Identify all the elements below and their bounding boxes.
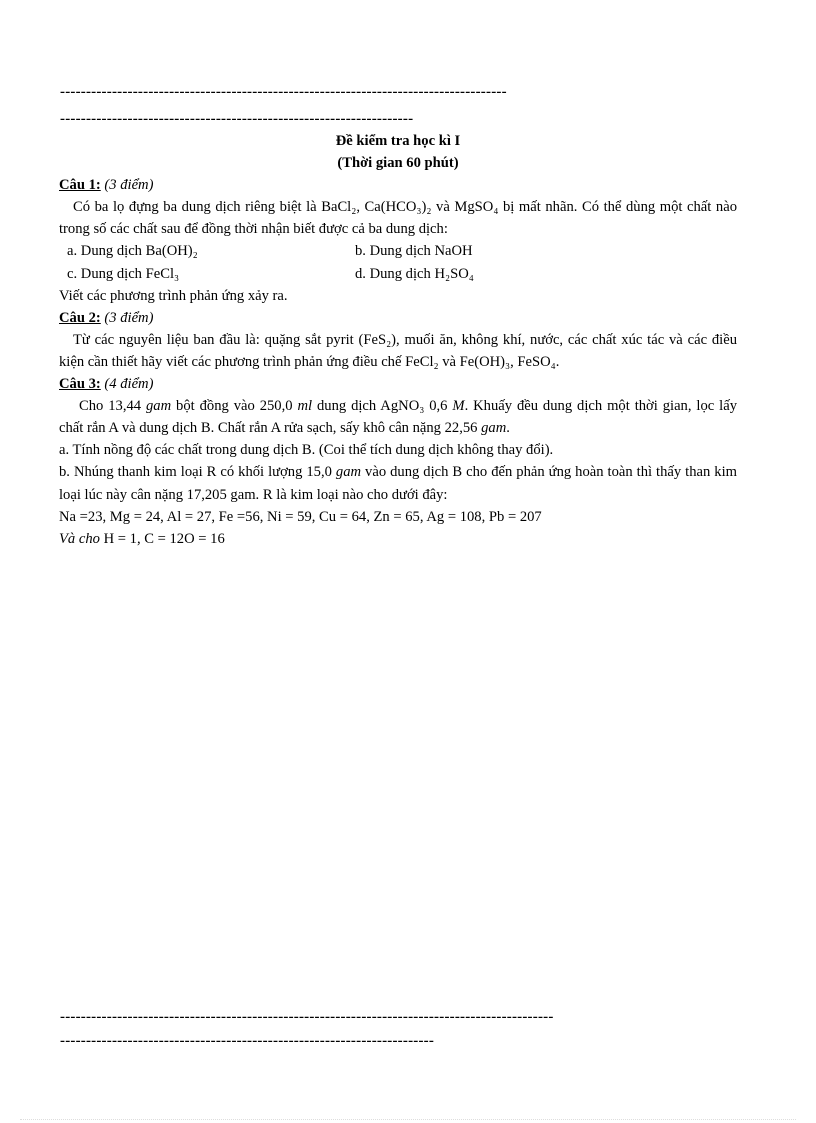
q3-unit-gam-3: gam (335, 464, 362, 481)
top-dash-line-1: -------------------------------------------------------------------------------------- (60, 84, 507, 100)
question-3-points: (4 điểm) (104, 376, 154, 393)
question-1-text: Có ba lọ đựng ba dung dịch riêng biệt là BaCl₂, Ca(HCO₃)₂ và MgSO₄ bị mất nhãn. Có thể dùng một chất nào trong số các chất sau để đồng thời nhận biết được cả ba dung dịch: (59, 199, 737, 238)
top-dash-line-2: -------------------------------------------------------------------- (60, 111, 414, 127)
q3-text-c: dung dịch AgNO₃ 0,6 (312, 398, 453, 415)
q3-unit-m: M (452, 398, 465, 415)
question-2-points: (3 điểm) (104, 309, 154, 326)
option-b: b. Dung dịch NaOH (355, 243, 473, 260)
q3-text-e: . (506, 420, 510, 437)
question-1-instruction: Viết các phương trình phản ứng xảy ra. (59, 287, 288, 304)
q3-part-b-2: vào dung dịch B cho đến phản ứng hoàn toàn thì thấy than kim loại lúc này cân nặng 17,205 gam. R là kim loại nào cho dưới đây: (59, 464, 737, 503)
question-3-part-a: a. Tính nồng độ các chất trong dung dịch B. (Coi thể tích dung dịch không thay đổi). (59, 442, 554, 459)
question-1-options-row-2 (59, 263, 737, 285)
q3-unit-ml: ml (297, 398, 313, 415)
q3-text-d: . Khuấy đều dung dịch một thời gian, lọc lấy chất rắn A và dung dịch B. Chất rắn A rửa sạch, sấy khô cân nặng 22,56 (59, 398, 737, 437)
question-3-label: Câu 3: (59, 376, 101, 393)
question-1-label: Câu 1: (59, 177, 101, 194)
q3-text-a: Cho 13,44 (79, 398, 146, 415)
question-3-header (59, 373, 737, 395)
question-1-options-row-1 (59, 240, 737, 262)
exam-title: Đề kiểm tra học kì I (335, 133, 461, 149)
page-bottom-border (20, 1119, 796, 1120)
extra-masses-values: H = 1, C = 12O = 16 (99, 530, 225, 547)
q3-part-b-1: b. Nhúng thanh kim loại R có khối lượng 15,0 (59, 464, 336, 481)
option-c: c. Dung dịch FeCl₃ (67, 265, 180, 282)
option-a: a. Dung dịch Ba(OH)₂ (67, 243, 198, 260)
question-2-header (59, 307, 737, 329)
question-1-header (59, 174, 737, 196)
q3-unit-gam-2: gam (481, 420, 507, 437)
question-2-label: Câu 2: (59, 309, 101, 326)
exam-content (59, 130, 737, 550)
q3-unit-gam: gam (146, 398, 172, 415)
question-3-text (59, 395, 737, 439)
extra-masses-label: Và cho (59, 530, 100, 547)
bottom-dash-line-1: ----------------------------------------------------------------------------------------------- (60, 1009, 554, 1025)
bottom-dash-line-2: ------------------------------------------------------------------------ (60, 1033, 435, 1049)
q3-text-b: bột đồng vào 250,0 (171, 398, 298, 415)
option-d: d. Dung dịch H₂SO₄ (355, 265, 474, 282)
question-1-points: (3 điểm) (104, 177, 154, 194)
atomic-masses: Na =23, Mg = 24, Al = 27, Fe =56, Ni = 59, Cu = 64, Zn = 65, Ag = 108, Pb = 207 (59, 508, 542, 525)
question-2-text: Từ các nguyên liệu ban đầu là: quặng sắt pyrit (FeS₂), muối ăn, không khí, nước, các chất xúc tác và các điều kiện cần thiết hãy viết các phương trình phản ứng điều chế FeCl₂ và Fe(OH)₃, FeSO₄. (59, 331, 737, 370)
extra-masses (59, 528, 737, 550)
exam-duration: (Thời gian 60 phút) (337, 155, 459, 172)
question-3-part-b (59, 461, 737, 505)
